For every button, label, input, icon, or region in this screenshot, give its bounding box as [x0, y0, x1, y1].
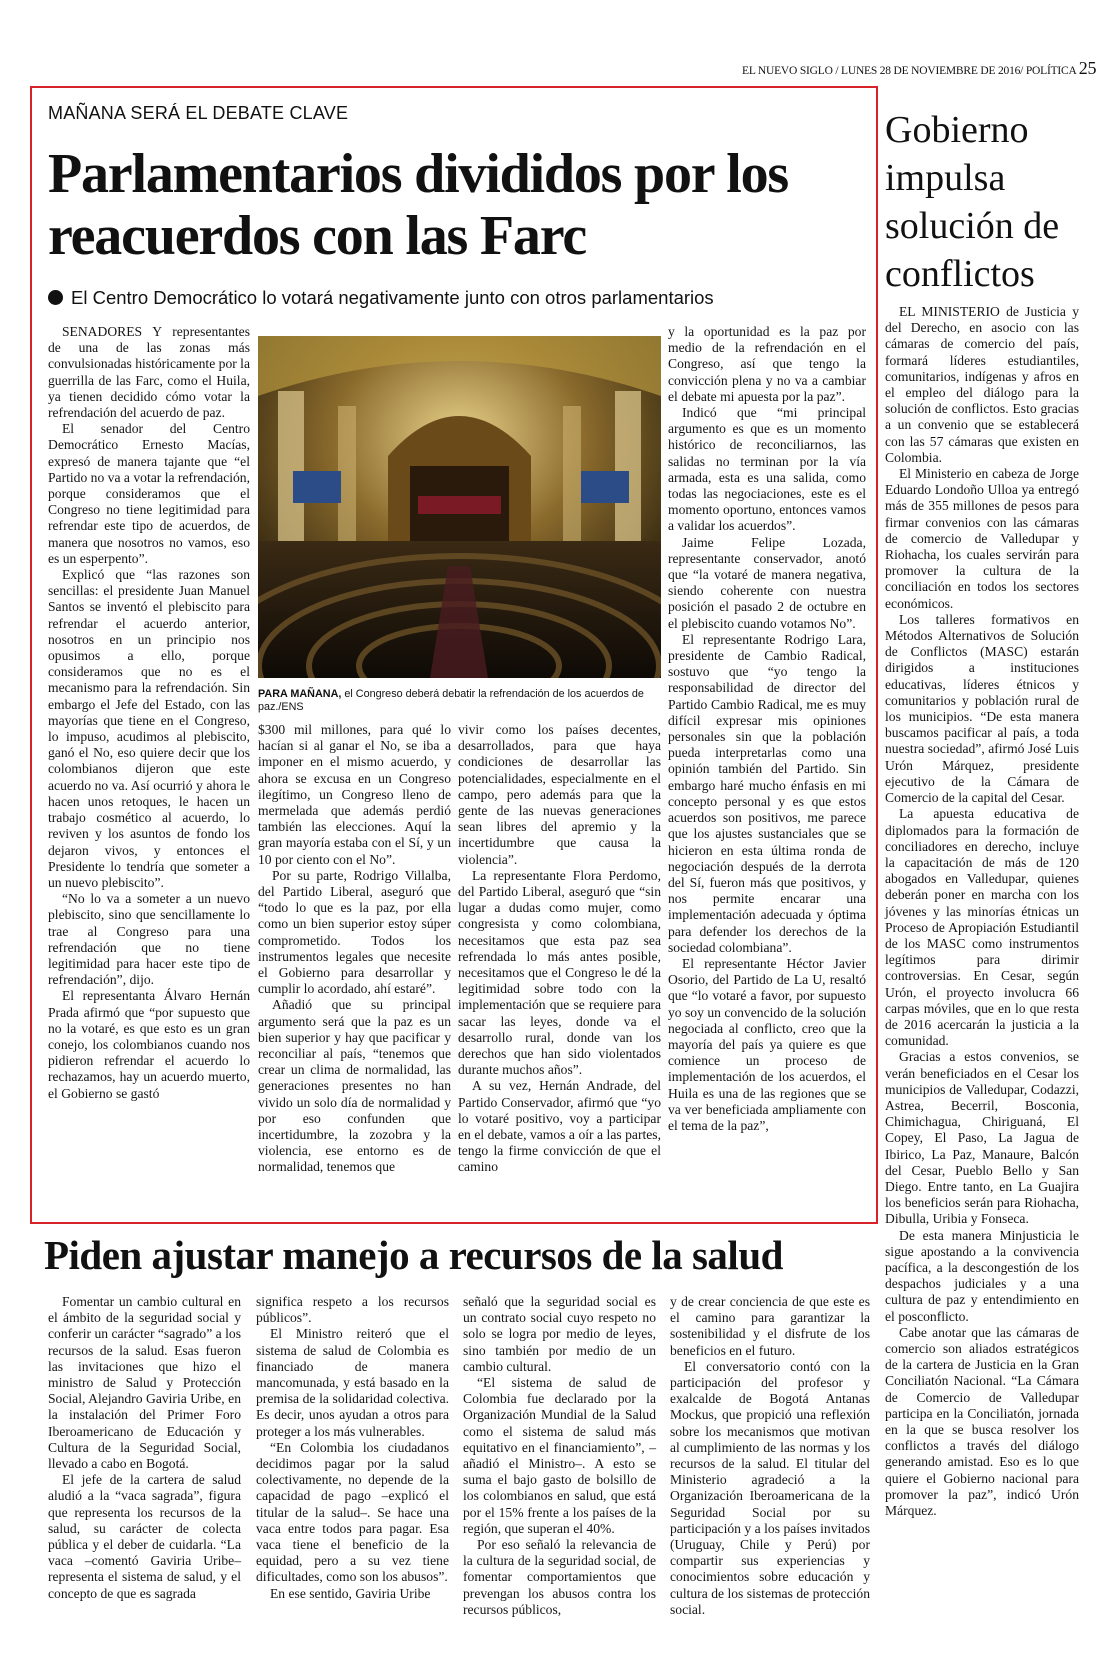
congress-hall-image	[258, 336, 661, 678]
paragraph: El jefe de la cartera de salud aludió a la “vaca sagrada”, figura que representa los recursos de la salud, su carácter de colecta pública y el deber de cuidarla. “La vaca –comentó Gaviria Uribe– representa el sistema de salud, y el concepto de que es sagrada	[48, 1472, 241, 1601]
article-column-1	[48, 324, 250, 1102]
paragraph: $300 mil millones, para qué lo hacían si al ganar el No, se iba a imponer en el mismo acuerdo, y ahora se excusa en un Congreso ilegítimo, un Congreso lleno de mermelada que además perdió también las elecciones. Aquí la gran mayoría estaba con el Sí, y un 10 por ciento con el No”.	[258, 722, 451, 867]
article-column-4	[668, 324, 866, 1134]
subheadline	[48, 287, 714, 309]
paragraph: “No lo va a someter a un nuevo plebiscito, sino que sencillamente lo trae al Congreso para una refrendación que no tiene legitimidad para hacer este tipo de refrendación”, dijo.	[48, 891, 250, 988]
paragraph: Explicó que “las razones son sencillas: el presidente Juan Manuel Santos se inventó el plebiscito para refrendar el acuerdo anterior, nosotros en un principio nos opusimos a ello, porque consideramos que no es el mecanismo para la refrendación. Sin embargo el Jefe del Estado, con las mayorías que tiene en el Congreso, lo impuso, acudimos al plebiscito, ganó el No, eso quiere decir que los colombianos dijeron que este acuerdo no va. Así ocurrió y ahora le hacen unos retoques, le hacen un trabajo cosmético al acuerdo, lo reviven y los asuntos de fondo los dejaron vivos, y entonces el Presidente lo tendría que someter a un nuevo plebiscito”.	[48, 567, 250, 890]
paragraph: Por eso señaló la relevancia de la cultura de la seguridad social, de fomentar comportamientos que prevengan los abusos contra los recursos públicos,	[463, 1537, 656, 1617]
paragraph: El representante Rodrigo Lara, presidente de Cambio Radical, sostuvo que “yo tengo la responsabilidad de director del Partido Cambio Radical, me es muy difícil expresar mis opiniones personales sin que la población pueda interpretarlas como una opinión también del Partido. Sin embargo haré mucho énfasis en mi concepto personal y es que estos acuerdos son positivos, me parece que los ajustes sustanciales que se hicieron en esta última ronda de negociación después de la derrota del Sí, fueron más que positivos, y nos permite encarar una implementación adecuada y óptima para defender los derechos de la sociedad colombiana”.	[668, 631, 866, 955]
kicker: MAÑANA SERÁ EL DEBATE CLAVE	[48, 103, 349, 123]
health-column-2	[256, 1294, 449, 1602]
paragraph: La representante Flora Perdomo, del Partido Liberal, aseguró que “sin lugar a dudas como mujer, como congresista y como colombiana, necesitamos que esta paz sea refrendada lo más antes posible, necesitamos que el Congreso le dé la legitimidad sobre todo con la implementación que se requiere para sacar las leyes, donde va el desarrollo rural, donde van los derechos que han sido violentados durante muchos años”.	[458, 867, 661, 1078]
paragraph: EL MINISTERIO de Justicia y del Derecho, en asocio con las cámaras de comercio del país, formará líderes estudiantiles, comunitarios, indígenas y afros en el empleo del diálogo para la solución de conflictos. Esto gracias a un convenio que se establecerá con las 57 cámaras que existen en Colombia.	[885, 304, 1079, 465]
health-column-4	[670, 1294, 870, 1618]
health-column-3	[463, 1294, 656, 1618]
paragraph: Jaime Felipe Lozada, representante conservador, anotó que “la votaré de manera negativa, siendo coherente con nuestra posición el pasado 2 de octubre en el plebiscito cuando votamos No”.	[668, 534, 866, 631]
paragraph: vivir como los países decentes, desarrollados, para que haya condiciones de desarrollar las potencialidades, especialmente en el campo, pero además para que la gente de las nuevas generaciones sean libres del apremio y la incertidumbre que causa la violencia”.	[458, 722, 661, 867]
article-column-2	[258, 722, 451, 1176]
main-headline: Parlamentarios divididos por los reacuerdos con las Farc	[48, 143, 788, 267]
health-column-1	[48, 1294, 241, 1602]
paragraph: El Ministerio en cabeza de Jorge Eduardo Londoño Ulloa ya entregó más de 355 millones de pesos para firmar convenios con las cámaras de comercio de Valledupar y Riohacha, los cuales servirán para promover la cultura de la conciliación en todos los sectores económicos.	[885, 466, 1079, 611]
side-headline: Gobierno impulsa solución de conflictos	[885, 109, 1060, 295]
paragraph: La apuesta educativa de diplomados para la formación de conciliadores en derecho, incluye la capacitación de más de 120 abogados en Valledupar, quienes deberán poner en marcha con los jóvenes y las minorías étnicas un Proceso de Apropiación Estudiantil de los MASC como instrumentos legítimos para dirimir controversias. En Cesar, según Urón, el proyecto involucra 66 carpas móviles, que en lo que resta de 2016 acercarán la justicia a la comunidad.	[885, 806, 1079, 1049]
paragraph: De esta manera Minjusticia le sigue apostando a la convivencia pacífica, a la descongestión de los despachos judiciales y a una cultura de paz y entendimiento en el posconflicto.	[885, 1227, 1079, 1324]
caption-text: el Congreso deberá debatir la refrendación de los acuerdos de paz./ENS	[258, 688, 644, 713]
page-folio	[742, 58, 1097, 79]
paragraph: Añadió que su principal argumento será que la paz es un bien superior y hay que pacificar y reconciliar al país, “tenemos que crear un clima de normalidad, las generaciones presentes no han vivido un solo día de normalidad y por eso confunden que incertidumbre, la zozobra y la violencia, ese entorno es de normalidad, tenemos que	[258, 997, 451, 1175]
paragraph: Cabe anotar que las cámaras de comercio son aliados estratégicos de la cartera de Justicia en la Gran Conciliatón Nacional. “La Cámara de Comercio de Valledupar participa en la Conciliatón, jornada en la que se busca resolver los conflictos a través del diálogo generando amistad. Eso es lo que quiere el Gobierno nacional para promover la paz”, indicó Urón Márquez.	[885, 1324, 1079, 1519]
paragraph: y la oportunidad es la paz por medio de la refrendación en el Congreso, así que tengo la convicción plena y no va a cambiar el debate mi apuesta por la paz”.	[668, 324, 866, 404]
paragraph: El senador del Centro Democrático Ernesto Macías, expresó de manera tajante que “el Partido no va a votar la refrendación, porque consideramos que el Congreso no tiene legitimidad para refrendar este tipo de acuerdos, de manera que nosotros no vamos, eso es un esperpento”.	[48, 421, 250, 566]
bullet-icon	[48, 290, 63, 305]
side-article-column	[885, 304, 1079, 1519]
paragraph: “En Colombia los ciudadanos decidimos pagar por la salud colectivamente, no depende de la capacidad de pago –explicó el titular de la salud–. Se hace una vaca entre todos para pagar. Esa vaca tiene el beneficio de la equidad, pero a su vez tiene dificultades, como son los abusos”.	[256, 1439, 449, 1585]
paragraph: En ese sentido, Gaviria Uribe	[270, 1585, 431, 1601]
paragraph: El conversatorio contó con la participación del profesor y exalcalde de Bogotá Antanas Mockus, que propició una reflexión sobre los mecanismos que motivan al cumplimiento de las normas y los recursos de la salud. El titular del Ministerio agradeció a la Organización Iberoamericana de la Seguridad Social por su participación y a los países invitados (Uruguay, Chile y Perú) por compartir sus experiencias y conocimientos sobre educación y cultura de los sistemas de protección social.	[670, 1358, 870, 1617]
paragraph: SENADORES Y representantes de una de las zonas más convulsionadas históricamente por la guerrilla de las Farc, como el Huila, ya tienen decidido cómo votar la refrendación del acuerdo de paz.	[48, 324, 250, 421]
paragraph: significa respeto a los recursos públicos”.	[256, 1294, 449, 1326]
paragraph: El Ministro reiteró que el sistema de salud de Colombia es financiado de manera mancomunada, y está basado en la premisa de la solidaridad colectiva. Es decir, unos ayudan a otros para proteger a los más vulnerables.	[256, 1326, 449, 1439]
photo-caption	[258, 688, 661, 714]
subhead-text: El Centro Democrático lo votará negativamente junto con otros parlamentarios	[71, 287, 714, 308]
paragraph: Fomentar un cambio cultural en el ámbito de la seguridad social y conferir un carácter “sagrado” a los recursos de la salud. Esas fueron las invitaciones que hizo el ministro de Salud y Protección Social, Alejandro Gaviria Uribe, en la instalación del Primer Foro Iberoamericano de Educación y Cultura de la Seguridad Social, llevado a cabo en Bogotá.	[48, 1294, 241, 1472]
paragraph: y de crear conciencia de que este es el camino para garantizar la sostenibilidad y el disfrute de los beneficios en el futuro.	[670, 1294, 870, 1358]
paragraph: señaló que la seguridad social es un contrato social cuyo respeto no solo se logra por medio de leyes, sino también por medio de un cambio cultural.	[463, 1294, 656, 1374]
folio-text: EL NUEVO SIGLO / LUNES 28 DE NOVIEMBRE DE 2016/ POLÍTICA	[742, 65, 1076, 77]
congress-photo	[258, 336, 661, 678]
paragraph: Los talleres formativos en Métodos Alternativos de Solución de Conflictos (MASC) estarán dirigidos a instituciones educativas, líderes étnicos y comunitarios y población rural de los municipios. “De esta manera buscamos pacificar al país, a toda nuestra sociedad”, afirmó José Luis Urón Márquez, presidente ejecutivo de la Cámara de Comercio de la capital del Cesar.	[885, 611, 1079, 806]
page-number: 25	[1078, 58, 1097, 78]
paragraph: Por su parte, Rodrigo Villalba, del Partido Liberal, aseguró que “todo lo que es la paz, por ella como un bien superior estoy súper comprometido. Todos los instrumentos legales que necesite el Gobierno para desarrollar y cumplir lo acordado, ahí estaré”.	[258, 867, 451, 997]
paragraph: Indicó que “mi principal argumento es que es un momento histórico de reconciliarnos, las salidas no terminan por la vía armada, esta es una salida, como todas las negociaciones, este es el momento oportuno, entonces vamos a validar los acuerdos”.	[668, 405, 866, 534]
paragraph: A su vez, Hernán Andrade, del Partido Conservador, afirmó que “yo lo votaré positivo, voy a participar en el debate, vamos a oír a las partes, tengo la firme convicción de que el camino	[458, 1078, 661, 1175]
paragraph: El representante Héctor Javier Osorio, del Partido de La U, resaltó que “lo votaré a favor, por supuesto yo soy un convencido de la solución negociada al conflicto, creo que la mayoría del país ya quiere es que comience un proceso de implementación de los acuerdos, el Huila es una de las regiones que se va ver beneficiada ampliamente con el tema de la paz”,	[668, 955, 866, 1133]
paragraph: Gracias a estos convenios, se verán beneficiados en el Cesar los municipios de Valledupar, Codazzi, Astrea, Becerril, Bosconia, Chimichagua, Chiriguaná, El Copey, El Paso, La Jagua de Ibirico, La Paz, Manaure, Balcón del Cesar, Pueblo Bello y San Diego. Entre tanto, en La Guajira los beneficios serán para Riohacha, Dibulla, Uribia y Fonseca.	[885, 1049, 1079, 1227]
article-column-3	[458, 722, 661, 1176]
paragraph: El representanta Álvaro Hernán Prada afirmó que “por supuesto que no la votaré, es que esto es un gran conejo, los colombianos cuando nos pidieron refrendar el acuerdo lo rechazamos, hay un acuerdo muerto, el Gobierno se gastó	[48, 988, 250, 1101]
health-headline: Piden ajustar manejo a recursos de la salud	[44, 1232, 783, 1278]
caption-lead: PARA MAÑANA,	[258, 688, 342, 700]
paragraph: “El sistema de salud de Colombia fue declarado por la Organización Mundial de la Salud como el sistema de salud más equitativo en el financiamiento”, –añadió el Ministro–. A esto se suma el bajo gasto de bolsillo de los colombianos en salud, que está por el 15% frente a los países de la región, que superan el 40%.	[463, 1375, 656, 1536]
